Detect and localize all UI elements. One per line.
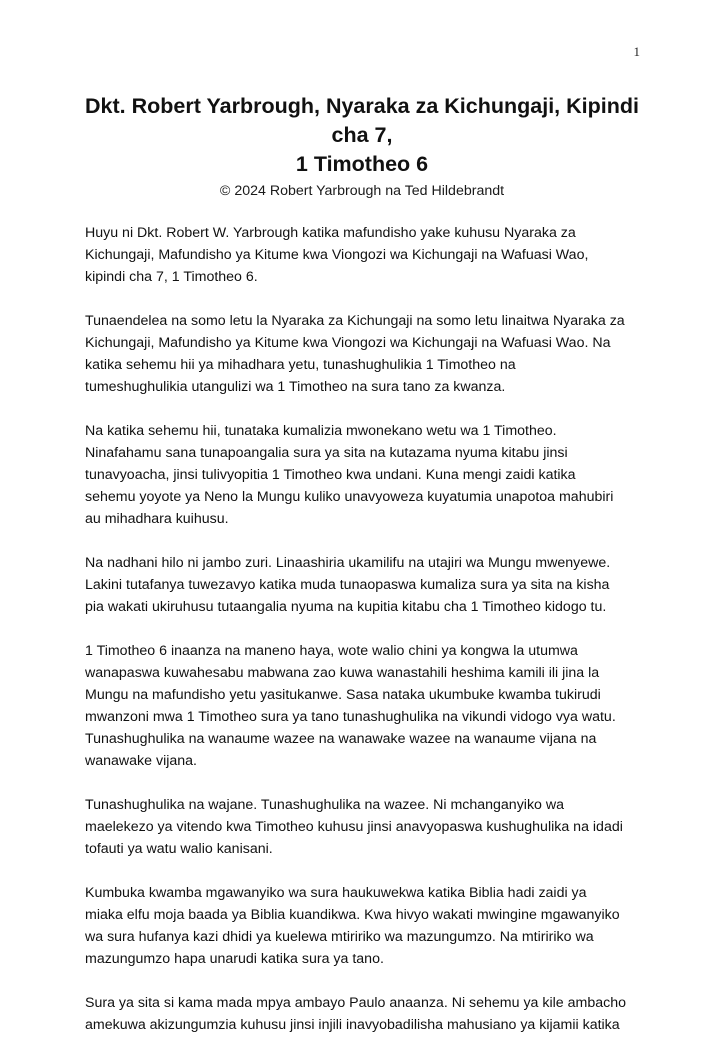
document-header bbox=[70, 92, 654, 202]
body-paragraph bbox=[85, 310, 645, 398]
paragraph-line: katika sehemu hii ya mihadhara yetu, tunashughulikia 1 Timotheo na bbox=[85, 357, 516, 373]
title-line-1: Dkt. Robert Yarbrough, Nyaraka za Kichungaji, Kipindi bbox=[85, 94, 639, 118]
body-paragraph bbox=[85, 420, 645, 530]
paragraph-line: miaka elfu moja baada ya Biblia kuandikwa. Kwa hivyo wakati mwingine mgawanyiko bbox=[85, 907, 620, 923]
paragraph-line: Kichungaji, Mafundisho ya Kitume kwa Viongozi wa Kichungaji na Wafuasi Wao. Na bbox=[85, 335, 611, 351]
paragraph-line: 1 Timotheo 6 inaanza na maneno haya, wote walio chini ya kongwa la utumwa bbox=[85, 643, 578, 659]
paragraph-line: Kumbuka kwamba mgawanyiko wa sura haukuwekwa katika Biblia hadi zaidi ya bbox=[85, 885, 587, 901]
paragraph-line: Tunaendelea na somo letu la Nyaraka za Kichungaji na somo letu linaitwa Nyaraka za bbox=[85, 313, 625, 329]
paragraph-line: mazungumzo hapa unarudi katika sura ya tano. bbox=[85, 951, 384, 967]
paragraph-line: Na nadhani hilo ni jambo zuri. Linaashiria ukamilifu na utajiri wa Mungu mwenyewe. bbox=[85, 555, 611, 571]
paragraph-line: sehemu yoyote ya Neno la Mungu kuliko unavyoweza kuyatumia unapotoa mahubiri bbox=[85, 489, 614, 505]
body-paragraph bbox=[85, 882, 645, 970]
paragraph-line: Ninafahamu sana tunapoangalia sura ya sita na kutazama nyuma kitabu jinsi bbox=[85, 445, 568, 461]
copyright-notice: © 2024 Robert Yarbrough na Ted Hildebrandt bbox=[219, 183, 505, 199]
paragraph-line: pia wakati ukiruhusu tutaangalia nyuma na kupitia kitabu cha 1 Timotheo kidogo tu. bbox=[85, 599, 607, 615]
paragraph-line: Sura ya sita si kama mada mpya ambayo Paulo anaanza. Ni sehemu ya kile ambacho bbox=[85, 995, 626, 1011]
paragraph-line: mwanzoni mwa 1 Timotheo sura ya tano tunashughulika na vikundi vidogo vya watu. bbox=[85, 709, 616, 725]
paragraph-line: Tunashughulika na wanaume wazee na wanawake wazee na wanaume vijana na bbox=[85, 731, 597, 747]
body-paragraph bbox=[85, 640, 645, 772]
paragraph-line: Kichungaji, Mafundisho ya Kitume kwa Viongozi wa Kichungaji na Wafuasi Wao, bbox=[85, 247, 589, 263]
paragraph-line: amekuwa akizungumzia kuhusu jinsi injili inavyobadilisha mahusiano ya kijamii katika bbox=[85, 1017, 620, 1033]
paragraph-line: Huyu ni Dkt. Robert W. Yarbrough katika mafundisho yake kuhusu Nyaraka za bbox=[85, 225, 576, 241]
paragraph-line: tunavyoacha, jinsi tulivyopitia 1 Timotheo kwa undani. Kuna mengi zaidi katika bbox=[85, 467, 576, 483]
body-paragraph bbox=[85, 552, 645, 618]
paragraph-line: tumeshughulikia utangulizi wa 1 Timotheo na sura tano za kwanza. bbox=[85, 379, 506, 395]
page-number: 1 bbox=[633, 44, 640, 59]
title-line-2: cha 7, bbox=[331, 123, 393, 147]
paragraph-line: tofauti ya watu walio kanisani. bbox=[85, 841, 273, 857]
paragraph-line: Tunashughulika na wajane. Tunashughulika na wazee. Ni mchanganyiko wa bbox=[85, 797, 565, 813]
paragraph-line: Lakini tutafanya tuwezavyo katika muda tunaopaswa kumaliza sura ya sita na kisha bbox=[85, 577, 610, 593]
body-paragraph bbox=[85, 794, 645, 860]
paragraph-line: Na katika sehemu hii, tunataka kumalizia mwonekano wetu wa 1 Timotheo. bbox=[85, 423, 557, 439]
paragraph-line: wa sura hufanya kazi dhidi ya kuelewa mtiririko wa mazungumzo. Na mtiririko wa bbox=[85, 929, 594, 945]
body-paragraph bbox=[85, 222, 645, 288]
paragraph-line: wanapaswa kuwahesabu mabwana zao kuwa wanastahili heshima kamili ili jina la bbox=[85, 665, 600, 681]
paragraph-line: kipindi cha 7, 1 Timotheo 6. bbox=[85, 269, 258, 285]
body-paragraph bbox=[85, 992, 645, 1036]
document-body bbox=[85, 222, 645, 1058]
paragraph-line: wanawake vijana. bbox=[85, 753, 197, 769]
paragraph-line: au mihadhara kuihusu. bbox=[85, 511, 229, 527]
title-line-3: 1 Timotheo 6 bbox=[295, 152, 429, 176]
paragraph-line: Mungu na mafundisho yetu yasitukanwe. Sasa nataka ukumbuke kwamba tukirudi bbox=[85, 687, 601, 703]
paragraph-line: maelekezo ya vitendo kwa Timotheo kuhusu jinsi anavyopaswa kushughulika na idadi bbox=[85, 819, 623, 835]
